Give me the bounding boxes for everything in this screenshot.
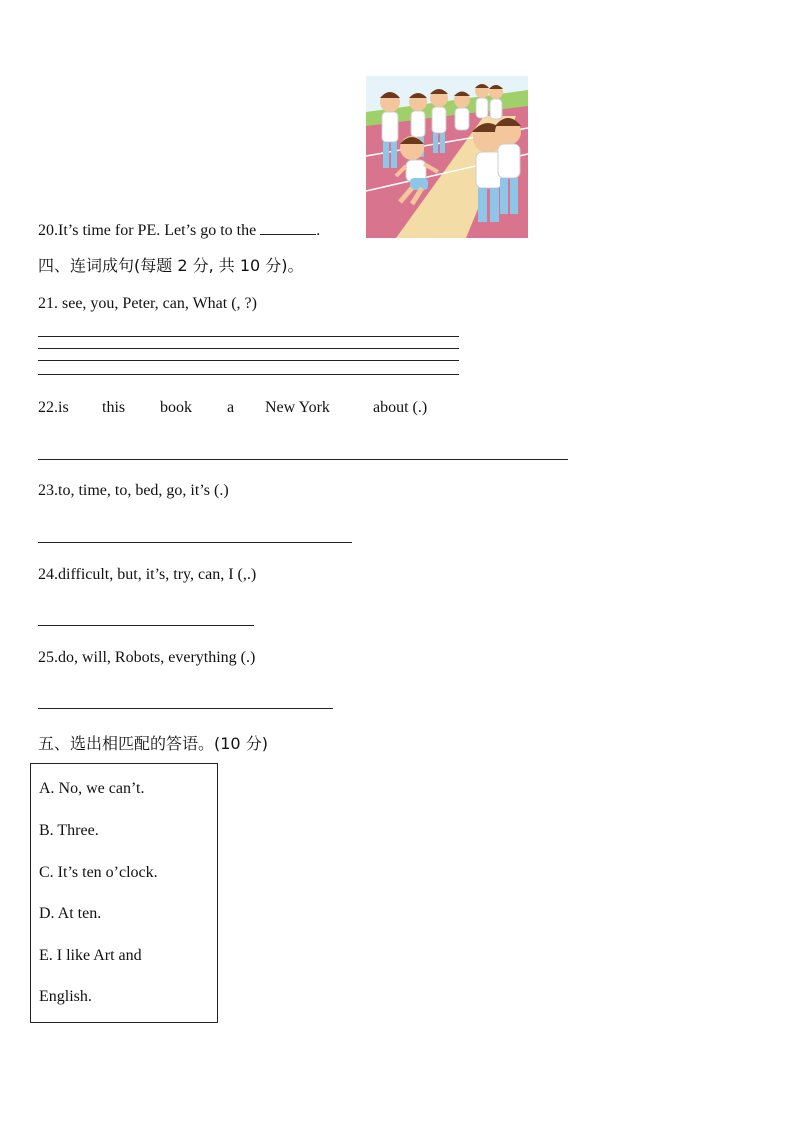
option-a: A. No, we can’t. [39,780,145,797]
option-b: B. Three. [39,822,99,839]
question-22-word-5: New York [265,399,330,416]
answer-line-21a[interactable] [38,336,459,337]
question-22-word-6: about (.) [373,399,428,416]
sports-field-illustration [366,76,528,238]
question-20 [38,220,320,240]
answer-line-25[interactable] [38,708,333,709]
answer-line-21b[interactable] [38,348,459,349]
answer-line-22[interactable] [38,459,568,460]
option-e-continued: English. [39,988,92,1005]
question-22-word-1: 22.is [38,399,69,416]
answer-blank-20[interactable] [260,220,316,235]
question-22-word-4: a [227,399,235,416]
option-c: C. It’s ten o’clock. [39,864,158,881]
answer-options-box [30,763,218,1023]
section-5-heading: 五、选出相匹配的答语。(10 分) [38,734,268,753]
option-e: E. I like Art and [39,947,142,964]
question-23-prompt: 23.to, time, to, bed, go, it’s (.) [38,482,229,499]
answer-line-21c[interactable] [38,360,459,361]
answer-line-21d[interactable] [38,374,459,375]
question-24-prompt: 24.difficult, but, it’s, try, can, I (,.) [38,566,257,583]
question-25-prompt: 25.do, will, Robots, everything (.) [38,649,256,666]
question-22-word-2: this [102,399,126,416]
answer-line-24[interactable] [38,625,254,626]
question-22-word-3: book [160,399,192,416]
answer-line-23[interactable] [38,542,352,543]
question-20-period: . [316,222,321,239]
question-20-text: 20.It’s time for PE. Let’s go to the [38,222,261,239]
section-4-heading: 四、连词成句(每题 2 分, 共 10 分)。 [38,256,304,275]
question-21-prompt: 21. see, you, Peter, can, What (, ?) [38,295,257,312]
option-d: D. At ten. [39,905,102,922]
